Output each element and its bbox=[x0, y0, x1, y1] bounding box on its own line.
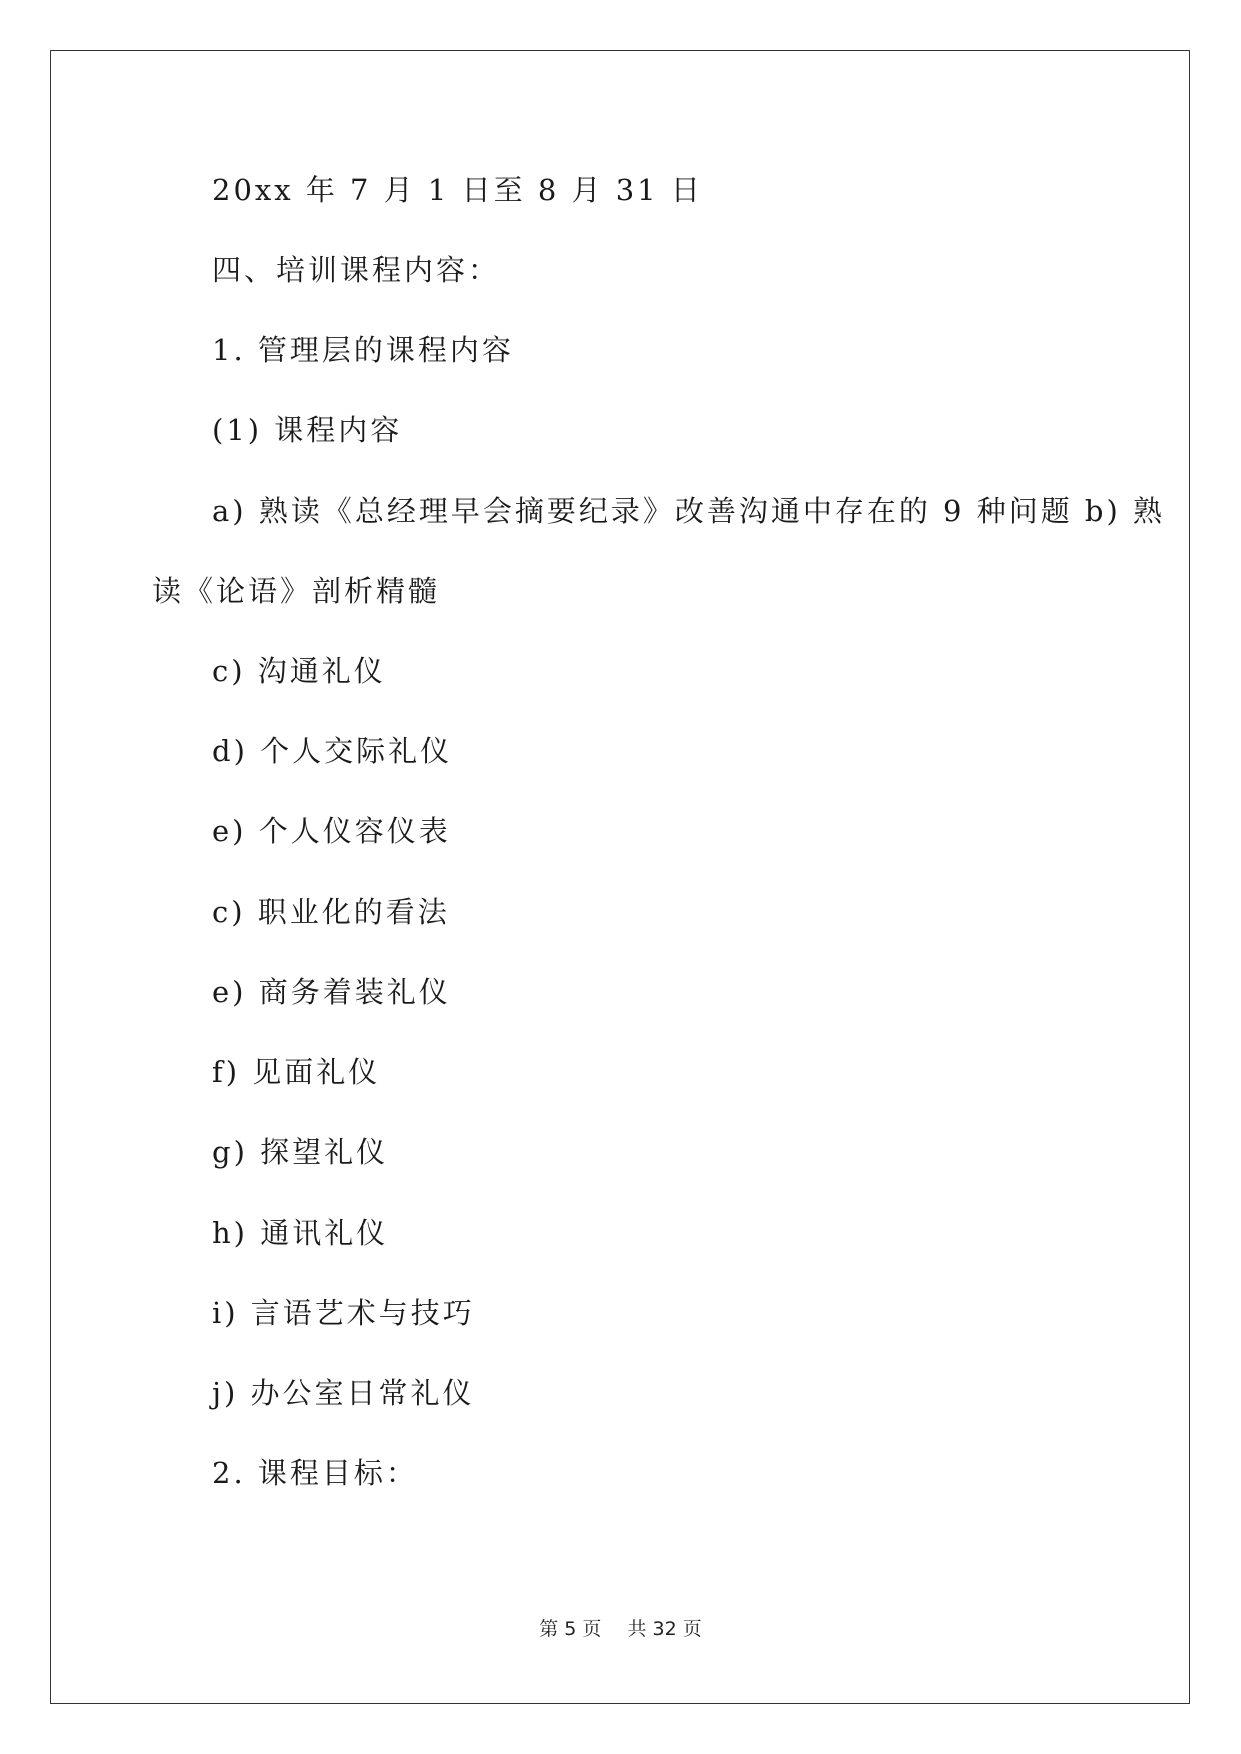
page-total: 共 32 页 bbox=[627, 1618, 702, 1640]
list-item: h) 通讯礼仪 bbox=[212, 1216, 389, 1250]
list-item: f) 见面礼仪 bbox=[212, 1055, 381, 1089]
list-heading: (1) 课程内容 bbox=[212, 413, 403, 447]
subsection-heading: 1. 管理层的课程内容 bbox=[212, 333, 514, 367]
list-item: j) 办公室日常礼仪 bbox=[212, 1376, 475, 1410]
list-item: d) 个人交际礼仪 bbox=[212, 734, 453, 768]
page-number: 第 5 页 bbox=[539, 1618, 602, 1640]
section-heading: 四、培训课程内容： bbox=[212, 253, 501, 287]
list-item: c) 职业化的看法 bbox=[212, 895, 450, 929]
list-item: a) 熟读《总经理早会摘要纪录》改善沟通中存在的 9 种问题 b) 熟 bbox=[212, 494, 1166, 528]
subsection-heading: 2. 课程目标： bbox=[212, 1456, 418, 1490]
list-item: i) 言语艺术与技巧 bbox=[212, 1296, 475, 1330]
list-item: e) 商务着装礼仪 bbox=[212, 975, 451, 1009]
list-item: g) 探望礼仪 bbox=[212, 1135, 389, 1169]
list-item: e) 个人仪容仪表 bbox=[212, 814, 451, 848]
page-footer bbox=[0, 1614, 1241, 1641]
date-range-line: 20xx 年 7 月 1 日至 8 月 31 日 bbox=[212, 173, 703, 207]
list-item: c) 沟通礼仪 bbox=[212, 654, 386, 688]
list-item-continuation: 读《论语》剖析精髓 bbox=[152, 574, 441, 608]
